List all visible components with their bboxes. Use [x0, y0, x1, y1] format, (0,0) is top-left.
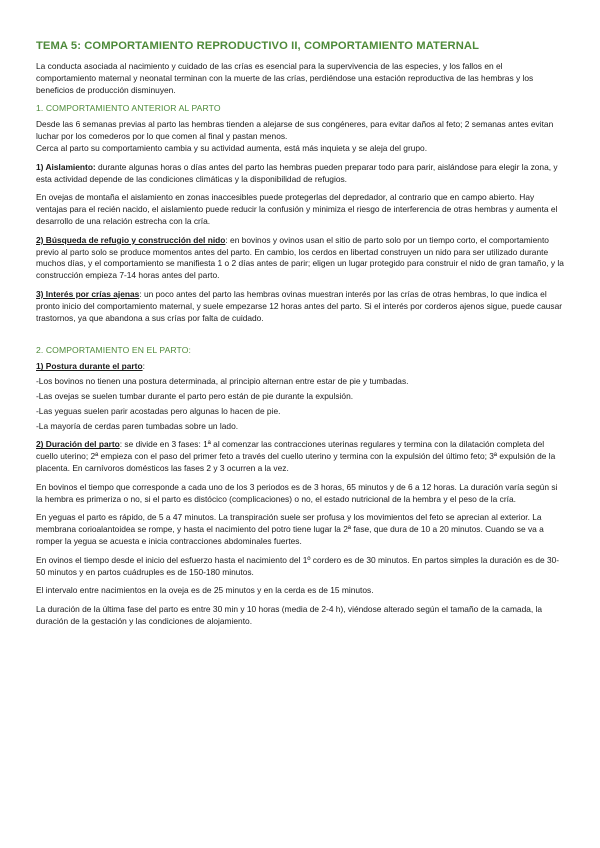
- intervalo-paragraph: El intervalo entre nacimientos en la oveja es de 25 minutos y en la cerda es de 15 minutos.: [36, 585, 374, 596]
- interes-text: : un poco antes del parto las hembras ovinas muestran interés por las crías de otras hembras, lo que indica el pronto inicio del comportamiento maternal, y suele empezarse 12 horas antes del parto. Si el interés por corderos ajenos sigue, puede causar trastornos, ya que abandona a sus crías por falta de cuidado.: [36, 288, 563, 323]
- interes-paragraph: [36, 289, 564, 324]
- postura-item: -Los bovinos no tienen una postura determinada, al principio alternan entre estar de pie y tumbadas.: [36, 376, 409, 387]
- ovinos-paragraph: En ovinos el tiempo desde el inicio del esfuerzo hasta el nacimiento del 1º cordero es de 30 minutos. En partos simples la duración es de 30-50 minutos y en partos cuádruples es de 150-180 minutos.: [36, 554, 560, 577]
- ultima-fase-paragraph: La duración de la última fase del parto es entre 30 min y 10 horas (media de 2-4 h), viéndose alterado según el tamaño de la camada, la duración de la gestación y las condiciones de alojamiento.: [36, 604, 543, 626]
- aislamiento-text: durante algunas horas o días antes del parto las hembras pueden preparar todo para parir, aislándose para elegir la zona, y esta actividad depende de las condiciones climáticas y la disponibilidad de refugios.: [36, 161, 558, 184]
- postura-label: 1) Postura durante el parto: [36, 361, 143, 372]
- prepartum-text: Desde las 6 semanas previas al parto las hembras tienden a alejarse de sus congéneres, para evitar daños al feto; 2 semanas antes evitan luchar por los comederos por lo que comen al final y pastan menos.: [36, 119, 554, 142]
- section-spacer: [36, 331, 564, 345]
- busqueda-text: : en bovinos y ovinos usan el sitio de parto solo por un tiempo corto, el comportamiento previo al parto solo se produce momentos antes del parto. En cambio, los cerdos en libertad construyen un nido para ser utilizado durante muchos días, y el comportamiento se manifiesta 1 o 2 días antes de parir; eligen un lugar protegido para construir el nido de gran tamaño, y la construcción empieza 7-14 horas antes del parto.: [36, 234, 564, 281]
- postura-colon: :: [142, 361, 145, 372]
- busqueda-paragraph: [36, 235, 564, 282]
- section-2-heading: 2. COMPORTAMIENTO EN EL PARTO:: [36, 345, 192, 356]
- intro-paragraph: La conducta asociada al nacimiento y cuidado de las crías es esencial para la supervivencia de las especies, y los fallos en el comportamiento maternal y neonatal terminan con la muerte de las crías, perdiéndose una estación reproductiva de las hembras y los beneficios de producción disminuyen.: [36, 61, 534, 95]
- postura-heading: [36, 361, 564, 373]
- postura-item: -Las yeguas suelen parir acostadas pero algunas lo hacen de pie.: [36, 405, 281, 416]
- busqueda-label: 2) Búsqueda de refugio y construcción del nido: [36, 234, 226, 245]
- aislamiento-paragraph: [36, 162, 564, 186]
- ovejas-paragraph: En ovejas de montaña el aislamiento en zonas inaccesibles puede protegerlas del depredador, al contrario que en campo abierto. Hay ventajas para el recién nacido, el aislamiento puede reducir la confusión y minimiza el riesgo de interferencia de otras hembras y aumenta el desarrollo de una relación estrecha con la cría.: [36, 192, 558, 226]
- yeguas-paragraph: En yeguas el parto es rápido, de 5 a 47 minutos. La transpiración suele ser profusa y los movimientos del feto se aprecian al exterior. La membrana corioalantoidea se rompe, y hasta el nacimiento del potro tiene lugar la 2ª fase, que dura de 10 a 20 minutos. Cuando se va a romper la yegua se acuesta e inicia contracciones abdominales fuertes.: [36, 512, 544, 546]
- section-1-heading: 1. COMPORTAMIENTO ANTERIOR AL PARTO: [36, 103, 221, 114]
- duracion-text: : se divide en 3 fases: 1ª al comenzar las contracciones uterinas regulares y termina con la dilatación completa del cuello uterino; 2ª empieza con el paso del primer feto a través del cuello uterino y termina con la expulsión del último feto; 3ª expulsión de la placenta. En carnívoros domésticos las fases 2 y 3 ocurren a la vez.: [36, 439, 556, 473]
- document-title: TEMA 5: COMPORTAMIENTO REPRODUCTIVO II, COMPORTAMIENTO MATERNAL: [36, 40, 480, 52]
- postura-item: -La mayoría de cerdas paren tumbadas sobre un lado.: [36, 420, 239, 431]
- interes-label: 3) Interés por crías ajenas: [36, 288, 140, 299]
- duracion-label: 2) Duración del parto: [36, 439, 120, 450]
- prepartum-text-2: Cerca al parto su comportamiento cambia y su actividad aumenta, está más inquieta y se aleja del grupo.: [36, 142, 428, 153]
- prepartum-paragraph: [36, 119, 564, 154]
- postura-item: -Las ovejas se suelen tumbar durante el parto pero están de pie durante la expulsión.: [36, 390, 354, 401]
- aislamiento-label: 1) Aislamiento:: [36, 161, 96, 172]
- bovinos-paragraph: En bovinos el tiempo que corresponde a cada uno de los 3 periodos es de 3 horas, 65 minutos y de 6 a 12 horas. La duración varía según si la hembra es primeriza o no, si el parto es distócico (complicaciones) o no, el estado nutricional de la hembra y el peso de la cría.: [36, 481, 558, 504]
- duracion-paragraph: [36, 439, 564, 474]
